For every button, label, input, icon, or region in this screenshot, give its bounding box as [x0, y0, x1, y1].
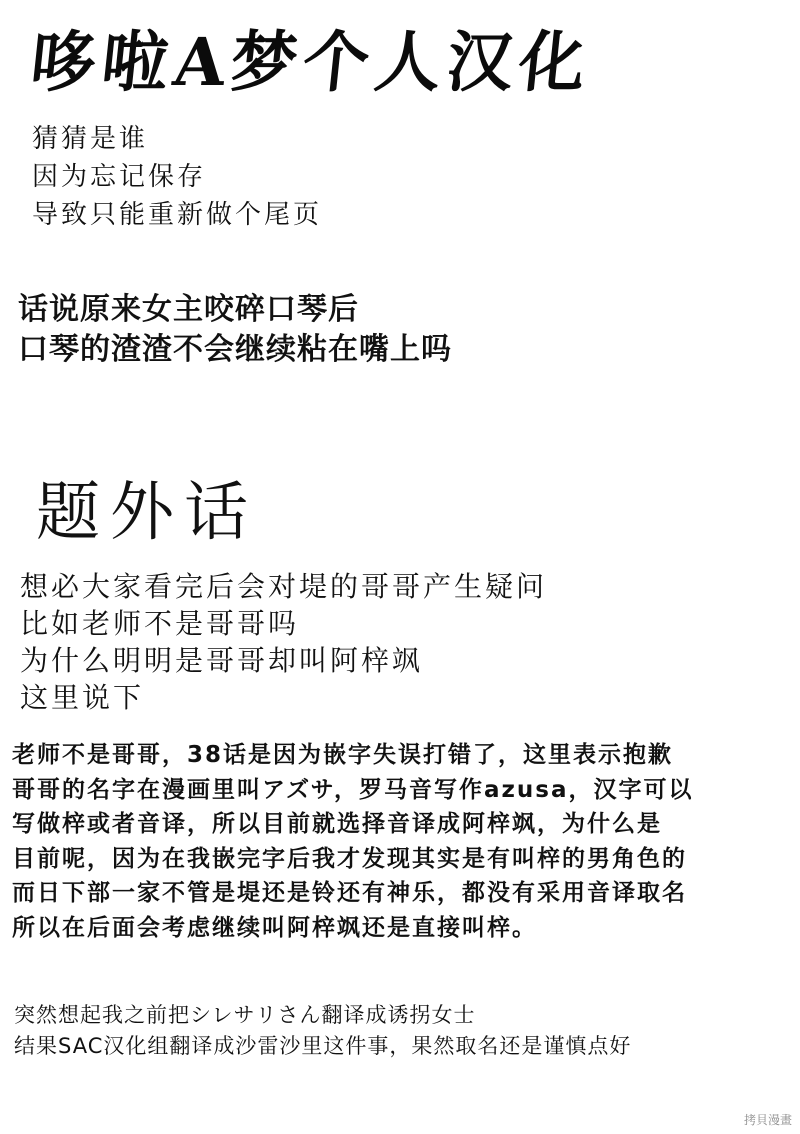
watermark: 拷貝漫畫	[743, 1113, 792, 1127]
footnote-line: 突然想起我之前把シレサリさん翻译成诱拐女士	[14, 1003, 476, 1027]
aside-text-block	[20, 568, 547, 716]
explanation-line: 目前呢，因为在我嵌完字后我才发现其实是有叫梓的男角色的	[12, 845, 687, 872]
intro-line: 因为忘记保存	[32, 162, 207, 192]
explanation-line: 老师不是哥哥，38话是因为嵌字失误打错了，这里表示抱歉	[12, 742, 674, 768]
aside-line: 比如老师不是哥哥吗	[20, 607, 300, 640]
question-line: 口琴的渣渣不会继续粘在嘴上吗	[18, 332, 452, 367]
aside-heading: 题外话	[36, 476, 258, 550]
explanation-line: 所以在后面会考虑继续叫阿梓飒还是直接叫梓。	[12, 914, 537, 941]
intro-text-block	[32, 120, 322, 234]
footnote-text-block	[14, 1000, 631, 1062]
explanation-line: 而日下部一家不管是堤还是铃还有神乐，都没有采用音译取名	[12, 880, 687, 906]
question-text-block	[18, 290, 452, 370]
intro-line: 猜猜是谁	[32, 124, 149, 154]
explanation-line: 哥哥的名字在漫画里叫アズサ，罗马音写作azusa，汉字可以	[12, 776, 694, 803]
explanation-line: 写做梓或者音译，所以目前就选择音译成阿梓飒，为什么是	[12, 811, 662, 837]
aside-line: 这里说下	[20, 681, 145, 714]
aside-line: 想必大家看完后会对堤的哥哥产生疑问	[20, 570, 548, 603]
aside-line: 为什么明明是哥哥却叫阿梓飒	[20, 644, 424, 677]
explanation-text-block	[12, 738, 694, 945]
page-title: 哆啦A梦个人汉化	[25, 23, 596, 101]
question-line: 话说原来女主咬碎口琴后	[18, 292, 359, 327]
footnote-line: 结果SAC汉化组翻译成沙雷沙里这件事，果然取名还是谨慎点好	[14, 1034, 632, 1058]
intro-line: 导致只能重新做个尾页	[32, 200, 323, 230]
